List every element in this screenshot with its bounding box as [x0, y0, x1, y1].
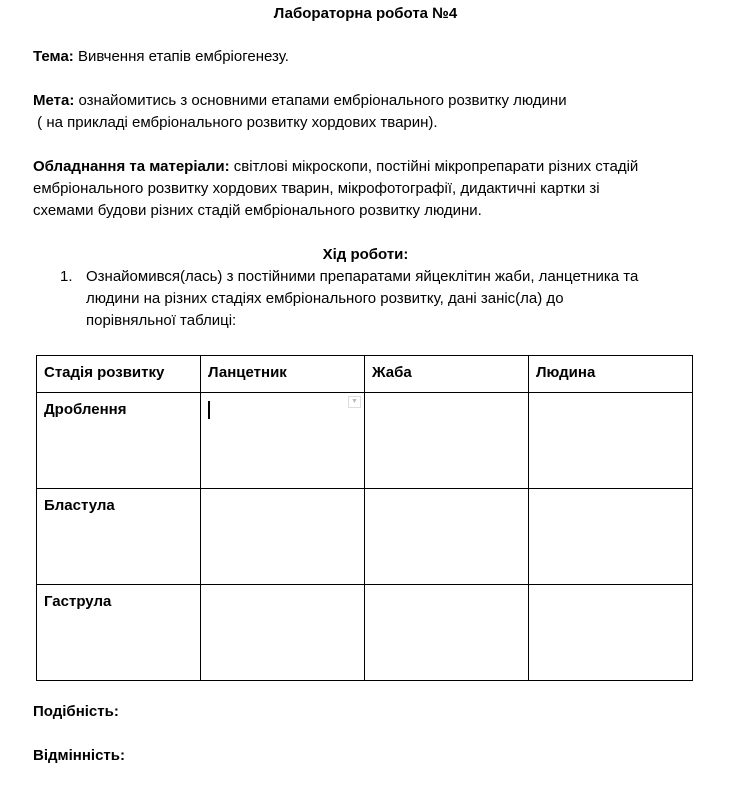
difference-label: Відмінність: [33, 747, 125, 764]
table-cell[interactable] [365, 393, 529, 489]
table-cell[interactable] [365, 489, 529, 585]
table-cell[interactable] [365, 585, 529, 681]
table-cell[interactable] [201, 585, 365, 681]
goal-line-1: Мета: ознайомитись з основними етапами ембріонального розвитку людини [33, 92, 567, 109]
header-cell: Жаба [365, 356, 529, 393]
list-item-line-2: людини на різних стадіях ембріонального розвитку, дані заніс(ла) до [86, 290, 564, 307]
procedure-heading: Хід роботи: [322, 246, 409, 263]
page-title: Лабораторна робота №4 [273, 5, 458, 22]
table-cell[interactable] [201, 489, 365, 585]
equipment-line-3: схемами будови різних стадій ембріонального розвитку людини. [33, 202, 482, 219]
cell-dropdown-icon[interactable]: ▼ [348, 396, 361, 408]
list-number: 1. [60, 268, 73, 285]
table-cell[interactable] [529, 393, 693, 489]
table-header-row [37, 356, 693, 393]
table-row [37, 393, 693, 489]
table-cell-active[interactable] [201, 393, 365, 489]
similarity-label: Подібність: [33, 703, 119, 720]
table-row [37, 585, 693, 681]
header-cell: Людина [529, 356, 693, 393]
goal-line-2: ( на прикладі ембріонального розвитку хордових тварин). [33, 114, 438, 131]
table-cell[interactable] [529, 585, 693, 681]
equipment-line-1: Обладнання та матеріали: світлові мікроскопи, постійні мікропрепарати різних стадій [33, 158, 639, 175]
table-row [37, 489, 693, 585]
table-cell[interactable] [529, 489, 693, 585]
equipment-line-2: ембріонального розвитку хордових тварин, мікрофотографії, дидактичні картки зі [33, 180, 600, 197]
topic-line: Тема: Вивчення етапів ембріогенезу. [33, 48, 289, 65]
comparison-table [36, 355, 693, 681]
header-cell: Ланцетник [201, 356, 365, 393]
stage-cell: Дроблення [37, 393, 201, 489]
stage-cell: Гаструла [37, 585, 201, 681]
list-item-line-3: порівняльної таблиці: [86, 312, 237, 329]
text-cursor [208, 401, 210, 419]
stage-cell: Бластула [37, 489, 201, 585]
list-item-line-1: Ознайомився(лась) з постійними препаратами яйцеклітин жаби, ланцетника та [86, 268, 639, 285]
header-cell: Стадія розвитку [37, 356, 201, 393]
